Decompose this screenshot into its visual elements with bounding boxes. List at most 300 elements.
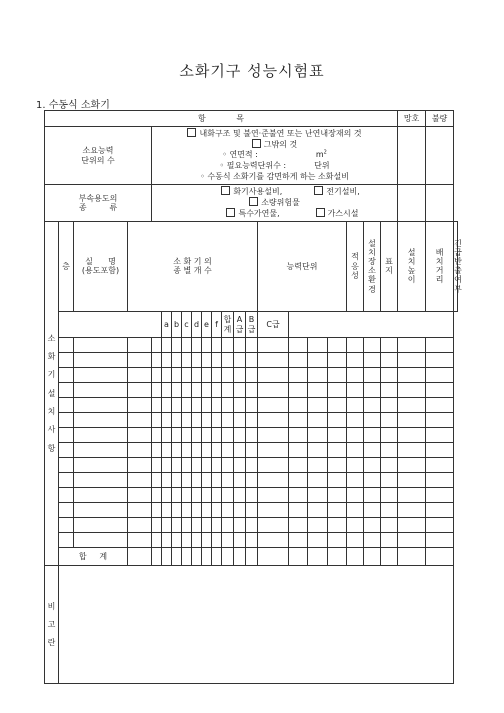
data-cell[interactable] xyxy=(172,487,182,502)
data-cell[interactable] xyxy=(202,368,212,383)
data-cell[interactable] xyxy=(222,457,234,472)
data-cell[interactable] xyxy=(258,487,289,502)
data-cell[interactable] xyxy=(172,517,182,532)
data-cell[interactable] xyxy=(426,353,454,368)
data-cell[interactable] xyxy=(246,428,258,443)
data-cell[interactable] xyxy=(74,368,128,383)
checkbox-icon[interactable] xyxy=(221,186,230,195)
data-cell[interactable] xyxy=(202,353,212,368)
capacity-no-cell[interactable] xyxy=(398,127,426,184)
data-cell[interactable] xyxy=(347,413,364,428)
data-cell[interactable] xyxy=(182,398,192,413)
data-cell[interactable] xyxy=(74,487,128,502)
data-cell[interactable] xyxy=(172,413,182,428)
data-cell[interactable] xyxy=(246,457,258,472)
data-cell[interactable] xyxy=(222,547,234,565)
data-cell[interactable] xyxy=(182,383,192,398)
data-cell[interactable] xyxy=(59,457,74,472)
data-cell[interactable] xyxy=(202,502,212,517)
data-cell[interactable] xyxy=(202,428,212,443)
data-cell[interactable] xyxy=(152,487,162,502)
data-cell[interactable] xyxy=(328,502,347,517)
data-cell[interactable] xyxy=(212,442,222,457)
data-cell[interactable] xyxy=(128,472,152,487)
data-cell[interactable] xyxy=(246,442,258,457)
data-cell[interactable] xyxy=(172,547,182,565)
data-cell[interactable] xyxy=(222,472,234,487)
data-cell[interactable] xyxy=(59,472,74,487)
data-cell[interactable] xyxy=(246,368,258,383)
data-cell[interactable] xyxy=(308,502,328,517)
data-cell[interactable] xyxy=(172,428,182,443)
data-cell[interactable] xyxy=(182,338,192,353)
data-cell[interactable] xyxy=(398,383,426,398)
data-cell[interactable] xyxy=(347,547,364,565)
data-cell[interactable] xyxy=(182,428,192,443)
data-cell[interactable] xyxy=(289,532,308,547)
data-cell[interactable] xyxy=(74,457,128,472)
data-cell[interactable] xyxy=(59,368,74,383)
data-cell[interactable] xyxy=(246,383,258,398)
data-cell[interactable] xyxy=(258,428,289,443)
data-cell[interactable] xyxy=(222,383,234,398)
data-cell[interactable] xyxy=(162,517,172,532)
data-cell[interactable] xyxy=(222,353,234,368)
data-cell[interactable] xyxy=(426,368,454,383)
data-cell[interactable] xyxy=(308,398,328,413)
data-cell[interactable] xyxy=(328,428,347,443)
data-cell[interactable] xyxy=(202,517,212,532)
data-cell[interactable] xyxy=(74,532,128,547)
data-cell[interactable] xyxy=(182,517,192,532)
data-cell[interactable] xyxy=(381,413,398,428)
data-cell[interactable] xyxy=(364,532,381,547)
data-cell[interactable] xyxy=(234,428,246,443)
data-cell[interactable] xyxy=(172,368,182,383)
data-cell[interactable] xyxy=(398,547,426,565)
data-cell[interactable] xyxy=(398,368,426,383)
data-cell[interactable] xyxy=(212,502,222,517)
data-cell[interactable] xyxy=(398,472,426,487)
data-cell[interactable] xyxy=(222,442,234,457)
data-cell[interactable] xyxy=(347,442,364,457)
data-cell[interactable] xyxy=(398,338,426,353)
data-cell[interactable] xyxy=(381,338,398,353)
data-cell[interactable] xyxy=(328,368,347,383)
data-cell[interactable] xyxy=(308,472,328,487)
data-cell[interactable] xyxy=(328,547,347,565)
data-cell[interactable] xyxy=(128,487,152,502)
data-cell[interactable] xyxy=(128,413,152,428)
data-cell[interactable] xyxy=(364,547,381,565)
data-cell[interactable] xyxy=(128,353,152,368)
attached-no-cell[interactable] xyxy=(398,184,426,221)
data-cell[interactable] xyxy=(192,547,202,565)
data-cell[interactable] xyxy=(172,442,182,457)
data-cell[interactable] xyxy=(202,532,212,547)
data-cell[interactable] xyxy=(258,383,289,398)
data-cell[interactable] xyxy=(152,368,162,383)
data-cell[interactable] xyxy=(381,457,398,472)
data-cell[interactable] xyxy=(192,413,202,428)
checkbox-icon[interactable] xyxy=(252,139,261,148)
data-cell[interactable] xyxy=(234,532,246,547)
data-cell[interactable] xyxy=(192,383,202,398)
data-cell[interactable] xyxy=(162,413,172,428)
data-cell[interactable] xyxy=(258,547,289,565)
data-cell[interactable] xyxy=(192,398,202,413)
data-cell[interactable] xyxy=(162,472,172,487)
data-cell[interactable] xyxy=(152,383,162,398)
remarks-field[interactable] xyxy=(59,565,454,683)
data-cell[interactable] xyxy=(212,368,222,383)
data-cell[interactable] xyxy=(152,398,162,413)
data-cell[interactable] xyxy=(308,487,328,502)
data-cell[interactable] xyxy=(234,353,246,368)
data-cell[interactable] xyxy=(364,502,381,517)
data-cell[interactable] xyxy=(234,338,246,353)
data-cell[interactable] xyxy=(328,457,347,472)
data-cell[interactable] xyxy=(59,442,74,457)
data-cell[interactable] xyxy=(212,428,222,443)
data-cell[interactable] xyxy=(172,338,182,353)
data-cell[interactable] xyxy=(162,338,172,353)
data-cell[interactable] xyxy=(246,517,258,532)
data-cell[interactable] xyxy=(246,472,258,487)
data-cell[interactable] xyxy=(347,487,364,502)
data-cell[interactable] xyxy=(128,428,152,443)
data-cell[interactable] xyxy=(202,487,212,502)
data-cell[interactable] xyxy=(258,472,289,487)
data-cell[interactable] xyxy=(234,398,246,413)
data-cell[interactable] xyxy=(202,457,212,472)
data-cell[interactable] xyxy=(234,457,246,472)
data-cell[interactable] xyxy=(364,487,381,502)
data-cell[interactable] xyxy=(192,338,202,353)
data-cell[interactable] xyxy=(381,502,398,517)
data-cell[interactable] xyxy=(426,547,454,565)
data-cell[interactable] xyxy=(192,487,202,502)
data-cell[interactable] xyxy=(308,353,328,368)
data-cell[interactable] xyxy=(381,353,398,368)
data-cell[interactable] xyxy=(258,413,289,428)
data-cell[interactable] xyxy=(347,338,364,353)
data-cell[interactable] xyxy=(234,442,246,457)
data-cell[interactable] xyxy=(246,338,258,353)
data-cell[interactable] xyxy=(172,532,182,547)
data-cell[interactable] xyxy=(364,457,381,472)
data-cell[interactable] xyxy=(289,457,308,472)
data-cell[interactable] xyxy=(74,428,128,443)
data-cell[interactable] xyxy=(222,398,234,413)
data-cell[interactable] xyxy=(152,502,162,517)
data-cell[interactable] xyxy=(212,413,222,428)
data-cell[interactable] xyxy=(222,368,234,383)
data-cell[interactable] xyxy=(328,353,347,368)
data-cell[interactable] xyxy=(258,517,289,532)
data-cell[interactable] xyxy=(128,517,152,532)
data-cell[interactable] xyxy=(289,502,308,517)
data-cell[interactable] xyxy=(74,398,128,413)
data-cell[interactable] xyxy=(426,442,454,457)
data-cell[interactable] xyxy=(162,383,172,398)
data-cell[interactable] xyxy=(364,383,381,398)
data-cell[interactable] xyxy=(152,428,162,443)
data-cell[interactable] xyxy=(212,457,222,472)
data-cell[interactable] xyxy=(426,413,454,428)
data-cell[interactable] xyxy=(258,502,289,517)
data-cell[interactable] xyxy=(364,442,381,457)
data-cell[interactable] xyxy=(328,517,347,532)
data-cell[interactable] xyxy=(347,457,364,472)
data-cell[interactable] xyxy=(364,368,381,383)
data-cell[interactable] xyxy=(162,368,172,383)
data-cell[interactable] xyxy=(162,442,172,457)
data-cell[interactable] xyxy=(212,472,222,487)
data-cell[interactable] xyxy=(364,517,381,532)
data-cell[interactable] xyxy=(222,517,234,532)
checkbox-icon[interactable] xyxy=(187,128,196,137)
data-cell[interactable] xyxy=(246,398,258,413)
data-cell[interactable] xyxy=(222,338,234,353)
data-cell[interactable] xyxy=(172,353,182,368)
data-cell[interactable] xyxy=(74,353,128,368)
data-cell[interactable] xyxy=(289,517,308,532)
data-cell[interactable] xyxy=(172,472,182,487)
data-cell[interactable] xyxy=(212,487,222,502)
data-cell[interactable] xyxy=(172,383,182,398)
data-cell[interactable] xyxy=(381,442,398,457)
data-cell[interactable] xyxy=(202,547,212,565)
data-cell[interactable] xyxy=(364,413,381,428)
data-cell[interactable] xyxy=(347,368,364,383)
data-cell[interactable] xyxy=(426,398,454,413)
data-cell[interactable] xyxy=(398,413,426,428)
checkbox-icon[interactable] xyxy=(316,208,325,217)
data-cell[interactable] xyxy=(289,547,308,565)
data-cell[interactable] xyxy=(328,338,347,353)
data-cell[interactable] xyxy=(347,517,364,532)
data-cell[interactable] xyxy=(308,428,328,443)
data-cell[interactable] xyxy=(381,428,398,443)
data-cell[interactable] xyxy=(74,502,128,517)
data-cell[interactable] xyxy=(398,442,426,457)
data-cell[interactable] xyxy=(182,547,192,565)
data-cell[interactable] xyxy=(246,487,258,502)
data-cell[interactable] xyxy=(289,487,308,502)
data-cell[interactable] xyxy=(347,398,364,413)
data-cell[interactable] xyxy=(192,368,202,383)
data-cell[interactable] xyxy=(182,472,192,487)
data-cell[interactable] xyxy=(246,413,258,428)
data-cell[interactable] xyxy=(398,532,426,547)
data-cell[interactable] xyxy=(398,353,426,368)
data-cell[interactable] xyxy=(152,353,162,368)
data-cell[interactable] xyxy=(162,502,172,517)
data-cell[interactable] xyxy=(426,487,454,502)
data-cell[interactable] xyxy=(222,413,234,428)
data-cell[interactable] xyxy=(59,502,74,517)
data-cell[interactable] xyxy=(234,383,246,398)
data-cell[interactable] xyxy=(289,338,308,353)
data-cell[interactable] xyxy=(258,398,289,413)
data-cell[interactable] xyxy=(328,472,347,487)
data-cell[interactable] xyxy=(59,517,74,532)
data-cell[interactable] xyxy=(308,517,328,532)
data-cell[interactable] xyxy=(426,472,454,487)
checkbox-icon[interactable] xyxy=(314,186,323,195)
data-cell[interactable] xyxy=(152,338,162,353)
data-cell[interactable] xyxy=(192,472,202,487)
data-cell[interactable] xyxy=(398,457,426,472)
data-cell[interactable] xyxy=(222,532,234,547)
data-cell[interactable] xyxy=(222,502,234,517)
data-cell[interactable] xyxy=(381,398,398,413)
data-cell[interactable] xyxy=(182,442,192,457)
data-cell[interactable] xyxy=(289,472,308,487)
data-cell[interactable] xyxy=(74,442,128,457)
data-cell[interactable] xyxy=(308,532,328,547)
data-cell[interactable] xyxy=(182,353,192,368)
data-cell[interactable] xyxy=(398,502,426,517)
data-cell[interactable] xyxy=(152,472,162,487)
data-cell[interactable] xyxy=(152,547,162,565)
data-cell[interactable] xyxy=(182,532,192,547)
data-cell[interactable] xyxy=(234,472,246,487)
data-cell[interactable] xyxy=(308,383,328,398)
data-cell[interactable] xyxy=(398,428,426,443)
data-cell[interactable] xyxy=(398,398,426,413)
data-cell[interactable] xyxy=(192,502,202,517)
data-cell[interactable] xyxy=(59,383,74,398)
data-cell[interactable] xyxy=(328,532,347,547)
data-cell[interactable] xyxy=(381,517,398,532)
data-cell[interactable] xyxy=(426,428,454,443)
data-cell[interactable] xyxy=(59,338,74,353)
data-cell[interactable] xyxy=(212,398,222,413)
data-cell[interactable] xyxy=(192,532,202,547)
data-cell[interactable] xyxy=(328,383,347,398)
data-cell[interactable] xyxy=(426,383,454,398)
data-cell[interactable] xyxy=(347,532,364,547)
data-cell[interactable] xyxy=(172,457,182,472)
data-cell[interactable] xyxy=(347,383,364,398)
data-cell[interactable] xyxy=(381,383,398,398)
data-cell[interactable] xyxy=(192,353,202,368)
data-cell[interactable] xyxy=(59,428,74,443)
data-cell[interactable] xyxy=(152,532,162,547)
data-cell[interactable] xyxy=(202,338,212,353)
data-cell[interactable] xyxy=(289,413,308,428)
data-cell[interactable] xyxy=(246,547,258,565)
data-cell[interactable] xyxy=(381,532,398,547)
data-cell[interactable] xyxy=(202,398,212,413)
data-cell[interactable] xyxy=(246,353,258,368)
data-cell[interactable] xyxy=(172,398,182,413)
data-cell[interactable] xyxy=(289,368,308,383)
data-cell[interactable] xyxy=(128,532,152,547)
data-cell[interactable] xyxy=(258,532,289,547)
data-cell[interactable] xyxy=(162,428,172,443)
data-cell[interactable] xyxy=(364,353,381,368)
data-cell[interactable] xyxy=(398,517,426,532)
data-cell[interactable] xyxy=(234,517,246,532)
data-cell[interactable] xyxy=(202,472,212,487)
data-cell[interactable] xyxy=(74,413,128,428)
data-cell[interactable] xyxy=(426,532,454,547)
data-cell[interactable] xyxy=(347,428,364,443)
data-cell[interactable] xyxy=(308,547,328,565)
data-cell[interactable] xyxy=(308,442,328,457)
data-cell[interactable] xyxy=(308,338,328,353)
data-cell[interactable] xyxy=(59,532,74,547)
data-cell[interactable] xyxy=(59,413,74,428)
data-cell[interactable] xyxy=(152,442,162,457)
data-cell[interactable] xyxy=(258,442,289,457)
data-cell[interactable] xyxy=(381,368,398,383)
data-cell[interactable] xyxy=(347,353,364,368)
data-cell[interactable] xyxy=(162,547,172,565)
data-cell[interactable] xyxy=(182,457,192,472)
data-cell[interactable] xyxy=(162,398,172,413)
data-cell[interactable] xyxy=(234,368,246,383)
data-cell[interactable] xyxy=(222,487,234,502)
data-cell[interactable] xyxy=(234,502,246,517)
data-cell[interactable] xyxy=(128,398,152,413)
data-cell[interactable] xyxy=(426,457,454,472)
data-cell[interactable] xyxy=(289,398,308,413)
data-cell[interactable] xyxy=(258,353,289,368)
data-cell[interactable] xyxy=(426,502,454,517)
data-cell[interactable] xyxy=(59,398,74,413)
data-cell[interactable] xyxy=(59,487,74,502)
data-cell[interactable] xyxy=(74,383,128,398)
data-cell[interactable] xyxy=(192,428,202,443)
data-cell[interactable] xyxy=(364,472,381,487)
data-cell[interactable] xyxy=(182,413,192,428)
data-cell[interactable] xyxy=(258,338,289,353)
data-cell[interactable] xyxy=(182,368,192,383)
data-cell[interactable] xyxy=(347,472,364,487)
data-cell[interactable] xyxy=(172,502,182,517)
data-cell[interactable] xyxy=(328,487,347,502)
data-cell[interactable] xyxy=(128,338,152,353)
data-cell[interactable] xyxy=(128,502,152,517)
data-cell[interactable] xyxy=(162,457,172,472)
data-cell[interactable] xyxy=(212,547,222,565)
data-cell[interactable] xyxy=(212,532,222,547)
data-cell[interactable] xyxy=(162,532,172,547)
data-cell[interactable] xyxy=(128,442,152,457)
data-cell[interactable] xyxy=(152,457,162,472)
data-cell[interactable] xyxy=(289,442,308,457)
data-cell[interactable] xyxy=(289,428,308,443)
data-cell[interactable] xyxy=(328,413,347,428)
capacity-defect-cell[interactable] xyxy=(426,127,454,184)
attached-defect-cell[interactable] xyxy=(426,184,454,221)
data-cell[interactable] xyxy=(74,517,128,532)
data-cell[interactable] xyxy=(192,442,202,457)
data-cell[interactable] xyxy=(202,442,212,457)
data-cell[interactable] xyxy=(289,383,308,398)
data-cell[interactable] xyxy=(212,517,222,532)
data-cell[interactable] xyxy=(152,413,162,428)
data-cell[interactable] xyxy=(59,353,74,368)
data-cell[interactable] xyxy=(182,502,192,517)
data-cell[interactable] xyxy=(74,472,128,487)
data-cell[interactable] xyxy=(202,413,212,428)
data-cell[interactable] xyxy=(308,413,328,428)
